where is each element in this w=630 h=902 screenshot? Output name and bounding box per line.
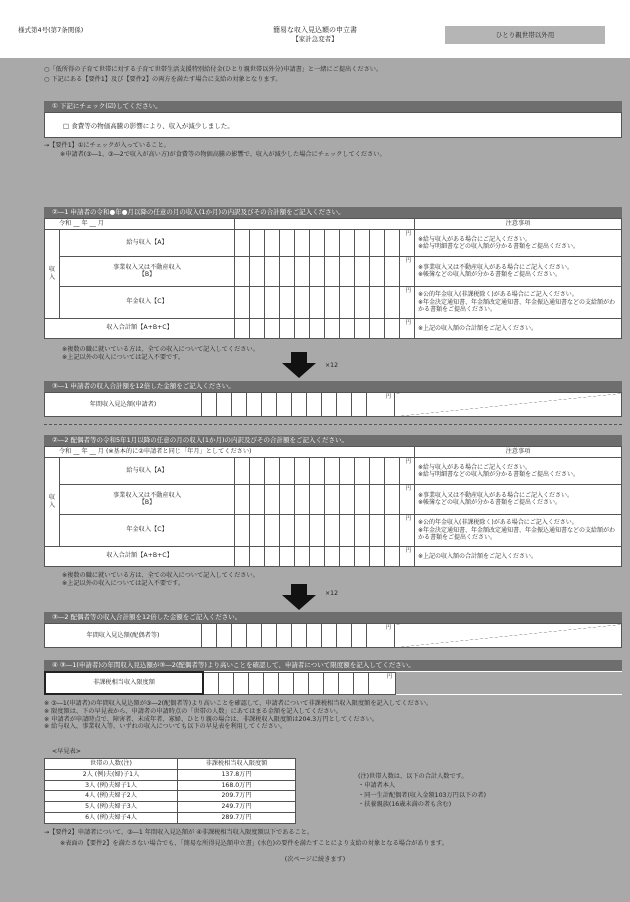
amount-digit[interactable] [250, 457, 265, 484]
amount-digit[interactable] [354, 672, 369, 694]
amount-digit[interactable] [325, 484, 340, 514]
form-subtitle: 【家計急変者】 [292, 34, 338, 43]
quick-table-cell: 3人 (例)夫婦子1人 [45, 780, 178, 791]
amount-digit[interactable] [310, 286, 325, 318]
quick-table-row [45, 769, 296, 780]
quick-table-header: 世帯の人数(注) [45, 759, 178, 770]
unit-yen: 円 [400, 318, 415, 338]
quick-table-row [45, 802, 296, 813]
section22-row-note: ※給与収入がある場合にご記入ください。 ※給与明細書などの収入額が分かる書類をご提出ください。 [415, 457, 622, 484]
section4-note: ※ 限度額は、下の早見表から、申請者の申請時点の「世帯の人数」にあてはまる金額を記入してください。 [44, 707, 342, 715]
amount-digit[interactable] [385, 457, 400, 484]
section21-row-label: 給与収入【A】 [60, 229, 235, 256]
amount-digit[interactable] [355, 318, 370, 338]
amount-digit[interactable] [370, 484, 385, 514]
amount-digit[interactable] [280, 484, 295, 514]
amount-digit[interactable] [385, 514, 400, 546]
unit-yen: 円 [400, 286, 415, 318]
unit-yen: 円 [367, 393, 395, 417]
section21-row-note: ※事業収入又は不動産収入がある場合にご記入ください。 ※帳簿などの収入額が分かる書類をご提出ください。 [415, 256, 622, 286]
down-arrow-icon [282, 352, 316, 378]
quick-table-cell: 289.7万円 [178, 812, 296, 823]
amount-digit[interactable] [279, 672, 294, 694]
section32-table [44, 623, 622, 648]
quick-table-cell: 5人 (例)夫婦子3人 [45, 802, 178, 813]
section4-bar: ④ ③―1(申請者)の年間収入見込額が③―2(配偶者等)より高いことを確認して、申請者について限度額を記入してください。 [44, 660, 622, 671]
diagonal-cell [395, 393, 622, 417]
section22-row-label: 年金収入【C】 [60, 514, 235, 546]
section21-side-label: 収入 [45, 229, 60, 318]
amount-digit[interactable] [265, 318, 280, 338]
continue-note: (次ページに続きます) [284, 856, 346, 863]
amount-digit[interactable] [294, 672, 309, 694]
amount-digit[interactable] [355, 484, 370, 514]
header [0, 0, 630, 58]
amount-digit[interactable] [325, 256, 340, 286]
section31-label: 年間収入見込額(申請者) [45, 393, 202, 417]
amount-digit[interactable] [277, 393, 292, 417]
amount-digit[interactable] [355, 256, 370, 286]
amount-digit[interactable] [264, 672, 279, 694]
quick-table-cell: 137.8万円 [178, 769, 296, 780]
section4-table [44, 671, 622, 695]
amount-digit[interactable] [295, 484, 310, 514]
unit-yen: 円 [400, 457, 415, 484]
amount-digit[interactable] [250, 229, 265, 256]
down-arrow-icon [282, 584, 316, 610]
amount-digit[interactable] [265, 514, 280, 546]
footer-note: ※表面の【要件2】を満たさない場合でも、「簡易な所得見込額申立書」(水色)の要件を満たすことにより支給の対象となる場合があります。 [60, 840, 448, 847]
section4-note: ※ 給与収入、事業収入等、いずれの収入についても以下の早見表を利用してください。 [44, 723, 287, 731]
amount-digit[interactable] [310, 546, 325, 566]
section1-bar: ① 下記にチェック(☑)してください。 [44, 101, 622, 112]
amount-digit[interactable] [250, 514, 265, 546]
amount-digit[interactable] [295, 546, 310, 566]
amount-digit[interactable] [309, 672, 324, 694]
quick-table-row [45, 791, 296, 802]
section22-footnote: ※上記以外の収入については記入不要です。 [62, 579, 185, 587]
section21-date: 令和 __ 年 __ 月 [45, 219, 235, 230]
amount-digit[interactable] [307, 393, 322, 417]
section22-footnote: ※複数の職に就いている方は、全ての収入について記入してください。 [62, 572, 259, 579]
amount-digit[interactable] [339, 672, 354, 694]
section-divider [44, 424, 622, 425]
amount-digit[interactable] [337, 393, 352, 417]
household-note [358, 772, 598, 809]
section22-row-note: ※公的年金収入(非課税除く)がある場合にご記入ください。 ※年金決定通知書、年金額改定通知書、年金振込通知書などの支給額がわかる書類をご提出ください。 [415, 514, 622, 546]
quick-lookup-table [44, 758, 296, 824]
amount-digit[interactable] [324, 672, 339, 694]
section21-bar: ②―1 申請者の令和●年●月以降の任意の月の収入(1か月)の内訳及びその合計額をご記入ください。 [44, 207, 622, 218]
quick-table-cell: 2人 (例)夫(婦)子1人 [45, 769, 178, 780]
section22-total-label: 収入合計額【A+B+C】 [45, 546, 235, 566]
amount-digit[interactable] [295, 286, 310, 318]
unit-yen: 円 [369, 672, 396, 694]
amount-digit[interactable] [250, 286, 265, 318]
amount-digit[interactable] [340, 318, 355, 338]
amount-digit[interactable] [265, 484, 280, 514]
amount-digit[interactable] [370, 457, 385, 484]
amount-digit[interactable] [235, 318, 250, 338]
household-note-line: ・扶養親族(16歳未満の者も含む) [358, 800, 452, 808]
quick-table-row [45, 780, 296, 791]
unit-yen: 円 [367, 624, 395, 648]
amount-digit[interactable] [202, 624, 217, 648]
amount-digit[interactable] [217, 624, 232, 648]
section1-note: ※申請者(③―1、③―2で収入が高い方)が食費等の物価高騰の影響で、収入が減少した場合にチェックしてください。 [60, 151, 386, 158]
amount-digit[interactable] [385, 484, 400, 514]
amount-digit[interactable] [265, 229, 280, 256]
section32-label: 年間収入見込額(配偶者等) [45, 624, 202, 648]
amount-digit[interactable] [235, 256, 250, 286]
quick-table-cell: 249.7万円 [178, 802, 296, 813]
amount-digit[interactable] [203, 672, 219, 694]
amount-digit[interactable] [325, 457, 340, 484]
amount-digit[interactable] [325, 318, 340, 338]
amount-digit[interactable] [352, 624, 367, 648]
amount-digit[interactable] [385, 546, 400, 566]
amount-digit[interactable] [310, 514, 325, 546]
section22-row-label: 事業収入又は不動産収入 【B】 [60, 484, 235, 514]
unit-yen: 円 [400, 484, 415, 514]
amount-digit[interactable] [307, 624, 322, 648]
section4-note: ※ ③―1(申請者)の年間収入見込額が③―2(配偶者等)より高いことを確認して、申請者について非課税相当収入限度額を記入してください。 [44, 700, 433, 707]
amount-digit[interactable] [295, 229, 310, 256]
section21-footnote: ※複数の職に就いている方は、全ての収入について記入してください。 [62, 346, 259, 353]
amount-digit[interactable] [385, 286, 400, 318]
amount-digit[interactable] [340, 546, 355, 566]
quick-table-row [45, 812, 296, 823]
section22-row-label: 給与収入【A】 [60, 457, 235, 484]
section21-row-note: ※給与収入がある場合にご記入ください。 ※給与明細書などの収入額が分かる書類をご提出ください。 [415, 229, 622, 256]
section21-table [44, 218, 622, 339]
section22-table [44, 446, 622, 567]
unit-yen: 円 [400, 256, 415, 286]
amount-digit[interactable] [325, 546, 340, 566]
amount-digit[interactable] [247, 624, 262, 648]
intro-block [44, 66, 614, 84]
amount-digit[interactable] [340, 484, 355, 514]
intro-line-2: ○ 下記にある【要件1】及び【要件2】の両方を満たす場合に支給の対象となります。 [44, 75, 282, 83]
section21-row-label: 年金収入【C】 [60, 286, 235, 318]
amount-digit[interactable] [355, 229, 370, 256]
amount-digit[interactable] [370, 318, 385, 338]
amount-digit[interactable] [280, 229, 295, 256]
amount-digit[interactable] [310, 484, 325, 514]
amount-digit[interactable] [295, 514, 310, 546]
amount-digit[interactable] [280, 457, 295, 484]
times-twelve: ×12 [325, 362, 339, 369]
amount-digit[interactable] [235, 229, 250, 256]
amount-digit[interactable] [292, 624, 307, 648]
amount-digit[interactable] [322, 624, 337, 648]
amount-digit[interactable] [235, 457, 250, 484]
household-note-line: ・同一生計配偶者(収入金額103万円以下の者) [358, 791, 487, 799]
amount-digit[interactable] [295, 256, 310, 286]
unit-yen: 円 [400, 229, 415, 256]
amount-digit[interactable] [322, 393, 337, 417]
section22-bar: ②―2 配偶者等の令和5年1月以降の任意の月の収入(1か月)の内訳及びその合計額をご記入ください。 [44, 435, 622, 446]
amount-digit[interactable] [249, 672, 264, 694]
section21-notes-header: 注意事項 [415, 219, 622, 230]
amount-digit[interactable] [325, 229, 340, 256]
amount-digit[interactable] [385, 229, 400, 256]
quick-table-title: <早見表> [52, 748, 81, 755]
unit-yen: 円 [400, 514, 415, 546]
amount-digit[interactable] [265, 286, 280, 318]
amount-digit[interactable] [325, 514, 340, 546]
amount-digit[interactable] [340, 256, 355, 286]
diagonal-cell [395, 624, 622, 648]
household-note-line: (注)世帯人数は、以下の合計人数です。 [358, 773, 468, 780]
amount-digit[interactable] [280, 256, 295, 286]
amount-digit[interactable] [217, 393, 232, 417]
section31-bar: ③―1 申請者の収入合計額を12倍した金額をご記入ください。 [44, 381, 622, 392]
requirement-1: →【要件1】①にチェックが入っていること。 [44, 142, 170, 149]
section21-total-note: ※上記の収入額の合計額をご記入ください。 [415, 318, 622, 338]
section4-label: 非課税相当収入限度額 [45, 672, 203, 694]
amount-digit[interactable] [325, 286, 340, 318]
blank-cell [396, 672, 623, 694]
section21-footnote: ※上記以外の収入については記入不要です。 [62, 353, 185, 361]
amount-digit[interactable] [235, 286, 250, 318]
amount-digit[interactable] [250, 484, 265, 514]
amount-digit[interactable] [385, 318, 400, 338]
amount-digit[interactable] [355, 514, 370, 546]
intro-line-1: ○「低所得の子育て世帯に対する子育て世帯生活支援特別給付金(ひとり親世帯以外分)申請書」と一緒にご提出ください。 [44, 66, 383, 73]
section22-notes-header: 注意事項 [415, 447, 622, 458]
amount-digit[interactable] [250, 256, 265, 286]
quick-table-cell: 6人 (例)夫婦子4人 [45, 812, 178, 823]
amount-digit[interactable] [352, 393, 367, 417]
amount-digit[interactable] [370, 546, 385, 566]
section22-side-label: 収入 [45, 457, 60, 546]
amount-digit[interactable] [310, 256, 325, 286]
amount-digit[interactable] [292, 393, 307, 417]
times-twelve: ×12 [325, 590, 339, 597]
amount-digit[interactable] [234, 672, 249, 694]
amount-digit[interactable] [340, 229, 355, 256]
quick-table-header: 非課税相当収入限度額 [178, 759, 296, 770]
amount-digit[interactable] [280, 286, 295, 318]
amount-digit[interactable] [232, 624, 247, 648]
amount-digit[interactable] [232, 393, 247, 417]
amount-digit[interactable] [262, 393, 277, 417]
form-number: 様式第4号(第7条関係) [18, 26, 84, 34]
section22-total-note: ※上記の収入額の合計額をご記入ください。 [415, 546, 622, 566]
form-title: 簡易な収入見込額の申立書 [273, 26, 357, 34]
section1-checkbox[interactable]: □ 食費等の物価高騰の影響により、収入が減少しました。 [63, 122, 234, 130]
unit-yen: 円 [400, 546, 415, 566]
amount-digit[interactable] [310, 318, 325, 338]
amount-digit[interactable] [370, 256, 385, 286]
amount-digit[interactable] [340, 514, 355, 546]
section4-note: ※ 申請者が申請時点で、障害者、未成年者、寡婦、ひとり親の場合は、非課税収入限度額は204.3万円としてください。 [44, 715, 379, 723]
amount-digit[interactable] [250, 546, 265, 566]
section4-notes [44, 700, 622, 731]
amount-digit[interactable] [277, 624, 292, 648]
amount-digit[interactable] [219, 672, 234, 694]
amount-digit[interactable] [247, 393, 262, 417]
amount-digit[interactable] [265, 546, 280, 566]
amount-digit[interactable] [370, 514, 385, 546]
amount-digit[interactable] [202, 393, 217, 417]
section21-row-label: 事業収入又は不動産収入 【B】 [60, 256, 235, 286]
amount-digit[interactable] [295, 457, 310, 484]
amount-digit[interactable] [280, 318, 295, 338]
amount-digit[interactable] [235, 484, 250, 514]
quick-table-cell: 168.0万円 [178, 780, 296, 791]
amount-digit[interactable] [265, 457, 280, 484]
amount-digit[interactable] [337, 624, 352, 648]
amount-digit[interactable] [235, 514, 250, 546]
amount-digit[interactable] [280, 514, 295, 546]
section22-row-note: ※事業収入又は不動産収入がある場合にご記入ください。 ※帳簿などの収入額が分かる書類をご提出ください。 [415, 484, 622, 514]
section32-bar: ③―2 配偶者等の収入合計額を12倍した金額をご記入ください。 [44, 612, 622, 623]
amount-digit[interactable] [370, 229, 385, 256]
amount-digit[interactable] [340, 286, 355, 318]
section1-box [44, 112, 622, 138]
section21-row-note: ※公的年金収入(非課税除く)がある場合にご記入ください。 ※年金決定通知書、年金額改定通知書、年金振込通知書などの支給額がわかる書類をご提出ください。 [415, 286, 622, 318]
amount-digit[interactable] [310, 229, 325, 256]
amount-digit[interactable] [370, 286, 385, 318]
quick-table-cell: 209.7万円 [178, 791, 296, 802]
amount-digit[interactable] [385, 256, 400, 286]
amount-digit[interactable] [265, 256, 280, 286]
amount-digit[interactable] [262, 624, 277, 648]
amount-digit[interactable] [310, 457, 325, 484]
household-note-line: ・申請者本人 [358, 782, 396, 790]
amount-digit[interactable] [280, 546, 295, 566]
amount-digit[interactable] [235, 546, 250, 566]
section21-total-label: 収入合計額【A+B+C】 [45, 318, 235, 338]
requirement-2: →【要件2】申請者について、③―1 年間収入見込額が ④非課税相当収入限度額以下であること。 [44, 829, 314, 836]
amount-digit[interactable] [340, 457, 355, 484]
section31-table [44, 392, 622, 417]
amount-digit[interactable] [295, 318, 310, 338]
amount-digit[interactable] [250, 318, 265, 338]
form-tag: ひとり親世帯以外用 [445, 26, 605, 44]
amount-digit[interactable] [355, 457, 370, 484]
section22-date: 令和 __ 年 __ 月 (※基本的に②申請者と同じ「年月」としてください) [45, 447, 415, 458]
amount-digit[interactable] [355, 546, 370, 566]
amount-digit[interactable] [355, 286, 370, 318]
quick-table-cell: 4人 (例)夫婦子2人 [45, 791, 178, 802]
